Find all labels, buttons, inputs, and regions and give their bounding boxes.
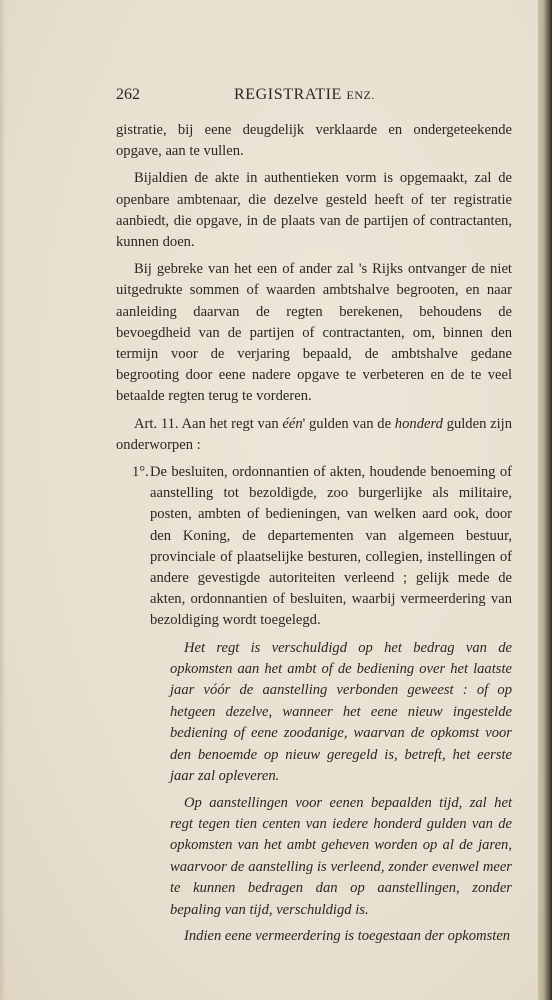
article-unit: honderd [394, 415, 443, 432]
article-amount: één [282, 415, 303, 432]
article-prefix: Art. 11. Aan het regt van [134, 415, 283, 432]
paragraph-authentic-deed: Bijaldien de akte in authentieken vorm is opgemaakt, zal de openbare ambtenaar, die dezelve gesteld heeft of ter registratie aanbiedt, die opgave, in de plaats van de partijen of contractanten, kunnen doen. [116, 170, 512, 251]
note-paragraph: Het regt is verschuldigd op het bedrag van de opkomsten aan het ambt of de bediening over het laatste jaar vóór de aanstelling verbonden geweest : of op hetgeen dezelve, wanneer het eene nieuw ingestelde bediening of eene zoodanige, waarvan de opkomst voor den benoemde op nieuw geregeld is, betreft, het eerste jaar zal opleveren. [170, 639, 512, 785]
item-number: 1°. [132, 464, 149, 481]
page-edge-shadow [538, 0, 552, 1000]
article-suffix: gulden zijn onderworpen : [116, 415, 512, 453]
commentary-notes [116, 638, 512, 948]
list-item [116, 462, 512, 632]
page-gutter-shadow [0, 0, 6, 1000]
running-title-main: REGISTRATIE [234, 86, 342, 103]
running-title [234, 84, 375, 106]
paragraph-continuation: gistratie, bij eene deugdelijk verklaarde en ondergeteekende opgave, aan te vullen. [116, 122, 512, 160]
item-text: De besluiten, ordonnantien of akten, houdende benoeming of aanstelling tot bezoldigde, zoo burgerlijke als militaire, posten, ambten of bedieningen, van welken aard ook, door den Koning, de departementen van algemeen bestuur, provinciale of plaatselijke besturen, collegien, instellingen of andere gevestigde autoriteiten verleend ; gelijk mede de akten, ordonnantien of besluiten, waarbij vermeerdering van bezoldiging wordt toegelegd. [150, 464, 512, 629]
running-header [116, 84, 512, 108]
note-paragraph: Indien eene vermeerdering is toegestaan der opkomsten [184, 927, 511, 944]
note-paragraph: Op aanstellingen voor eenen bepaalden tijd, zal het regt tegen tien centen van iedere honderd gulden van de opkomsten van het ambt geheven worden op al de jaren, waarvoor de aanstelling is verleend, zonder evenwel meer te kunnen bedragen dan op aanstellingen, zonder bepaling van tijd, verschuldigd is. [170, 794, 512, 918]
article-11 [116, 414, 512, 456]
running-title-suffix: ENZ. [346, 88, 375, 102]
page-number: 262 [116, 86, 140, 103]
paragraph-default-valuation: Bij gebreke van het een of ander zal 's Rijks ontvanger de niet uitgedrukte sommen of waarden ambtshalve begrooten, en naar aanleiding daarvan de regten berekenen, behoudens de bevoegdheid van de partijen of contractanten, om, binnen den termijn voor de verjaring bepaald, de ambtshalve gedane begrooting door eene nadere opgave te verbeteren en de te veel betaalde regten terug te vorderen. [116, 261, 512, 405]
page-text-block [116, 84, 512, 952]
article-middle: ' gulden van de [302, 415, 395, 432]
